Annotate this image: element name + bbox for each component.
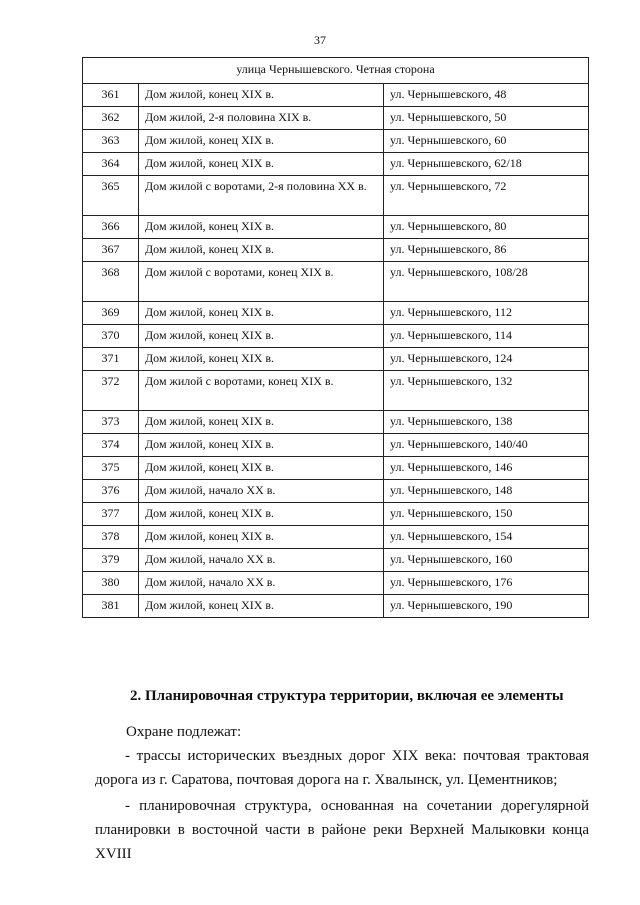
row-number-cell: 375	[83, 457, 139, 480]
row-number-cell: 372	[83, 371, 139, 411]
object-name-cell: Дом жилой, начало XX в.	[139, 480, 384, 503]
table-row	[83, 572, 589, 595]
object-name-cell: Дом жилой, конец XIX в.	[139, 239, 384, 262]
page-number: 37	[314, 33, 326, 47]
table-row	[83, 411, 589, 434]
object-name-cell: Дом жилой, конец XIX в.	[139, 348, 384, 371]
object-name-cell: Дом жилой, конец XIX в.	[139, 153, 384, 176]
row-number-cell: 373	[83, 411, 139, 434]
row-number-cell: 364	[83, 153, 139, 176]
table-row	[83, 216, 589, 239]
row-number-cell: 361	[83, 84, 139, 107]
object-name-cell: Дом жилой, конец XIX в.	[139, 130, 384, 153]
section-heading: 2. Планировочная структура территории, включая ее элементы	[130, 688, 564, 704]
row-number-cell: 369	[83, 302, 139, 325]
address-cell: ул. Чернышевского, 62/18	[384, 153, 589, 176]
paragraph-planning-structure	[95, 794, 589, 866]
address-cell: ул. Чернышевского, 112	[384, 302, 589, 325]
row-number-cell: 376	[83, 480, 139, 503]
address-cell: ул. Чернышевского, 146	[384, 457, 589, 480]
table-row	[83, 526, 589, 549]
section-intro: Охране подлежат:	[126, 724, 242, 740]
table-section-title-row	[83, 58, 589, 84]
address-cell: ул. Чернышевского, 132	[384, 371, 589, 411]
paragraph-entry-roads	[95, 744, 589, 792]
table-body	[83, 58, 589, 618]
table-row	[83, 595, 589, 618]
address-cell: ул. Чернышевского, 72	[384, 176, 589, 216]
row-number-cell: 366	[83, 216, 139, 239]
table-row	[83, 262, 589, 302]
address-cell: ул. Чернышевского, 148	[384, 480, 589, 503]
address-cell: ул. Чернышевского, 80	[384, 216, 589, 239]
object-name-cell: Дом жилой, конец XIX в.	[139, 84, 384, 107]
address-cell: ул. Чернышевского, 150	[384, 503, 589, 526]
object-name-cell: Дом жилой, конец XIX в.	[139, 526, 384, 549]
table-section-title: улица Чернышевского. Четная сторона	[83, 58, 589, 84]
object-name-cell: Дом жилой, конец XIX в.	[139, 216, 384, 239]
row-number-cell: 378	[83, 526, 139, 549]
paragraph-text: - планировочная структура, основанная на сочетании дорегулярной планировки в восточной части в районе реки Верхней Малыковки конца XVIII	[95, 798, 589, 862]
table-row	[83, 84, 589, 107]
row-number-cell: 380	[83, 572, 139, 595]
object-name-cell: Дом жилой, конец XIX в.	[139, 411, 384, 434]
row-number-cell: 379	[83, 549, 139, 572]
row-number-cell: 367	[83, 239, 139, 262]
table-row	[83, 480, 589, 503]
table-row	[83, 239, 589, 262]
table-row	[83, 348, 589, 371]
table-row	[83, 503, 589, 526]
address-cell: ул. Чернышевского, 50	[384, 107, 589, 130]
address-cell: ул. Чернышевского, 114	[384, 325, 589, 348]
object-name-cell: Дом жилой с воротами, 2-я половина XX в.	[139, 176, 384, 216]
heritage-objects-table	[82, 57, 589, 618]
address-cell: ул. Чернышевского, 154	[384, 526, 589, 549]
object-name-cell: Дом жилой, конец XIX в.	[139, 325, 384, 348]
row-number-cell: 363	[83, 130, 139, 153]
row-number-cell: 370	[83, 325, 139, 348]
address-cell: ул. Чернышевского, 160	[384, 549, 589, 572]
row-number-cell: 371	[83, 348, 139, 371]
address-cell: ул. Чернышевского, 140/40	[384, 434, 589, 457]
row-number-cell: 377	[83, 503, 139, 526]
paragraph-text: - трассы исторических въездных дорог XIX века: почтовая трактовая дорога из г. Саратова, почтовая дорога на г. Хвалынск, ул. Цементников;	[95, 748, 589, 788]
object-name-cell: Дом жилой, начало XX в.	[139, 572, 384, 595]
table-row	[83, 549, 589, 572]
table-row	[83, 302, 589, 325]
address-cell: ул. Чернышевского, 176	[384, 572, 589, 595]
address-cell: ул. Чернышевского, 48	[384, 84, 589, 107]
row-number-cell: 362	[83, 107, 139, 130]
row-number-cell: 368	[83, 262, 139, 302]
object-name-cell: Дом жилой, конец XIX в.	[139, 434, 384, 457]
object-name-cell: Дом жилой с воротами, конец XIX в.	[139, 371, 384, 411]
object-name-cell: Дом жилой с воротами, конец XIX в.	[139, 262, 384, 302]
table-row	[83, 153, 589, 176]
address-cell: ул. Чернышевского, 108/28	[384, 262, 589, 302]
object-name-cell: Дом жилой, конец XIX в.	[139, 302, 384, 325]
table-row	[83, 457, 589, 480]
table-row	[83, 434, 589, 457]
object-name-cell: Дом жилой, 2-я половина XIX в.	[139, 107, 384, 130]
table-row	[83, 371, 589, 411]
address-cell: ул. Чернышевского, 138	[384, 411, 589, 434]
table-row	[83, 176, 589, 216]
table-row	[83, 325, 589, 348]
address-cell: ул. Чернышевского, 124	[384, 348, 589, 371]
row-number-cell: 365	[83, 176, 139, 216]
address-cell: ул. Чернышевского, 86	[384, 239, 589, 262]
table-row	[83, 107, 589, 130]
object-name-cell: Дом жилой, конец XIX в.	[139, 457, 384, 480]
row-number-cell: 381	[83, 595, 139, 618]
address-cell: ул. Чернышевского, 60	[384, 130, 589, 153]
address-cell: ул. Чернышевского, 190	[384, 595, 589, 618]
table-row	[83, 130, 589, 153]
object-name-cell: Дом жилой, начало XX в.	[139, 549, 384, 572]
object-name-cell: Дом жилой, конец XIX в.	[139, 503, 384, 526]
row-number-cell: 374	[83, 434, 139, 457]
object-name-cell: Дом жилой, конец XIX в.	[139, 595, 384, 618]
